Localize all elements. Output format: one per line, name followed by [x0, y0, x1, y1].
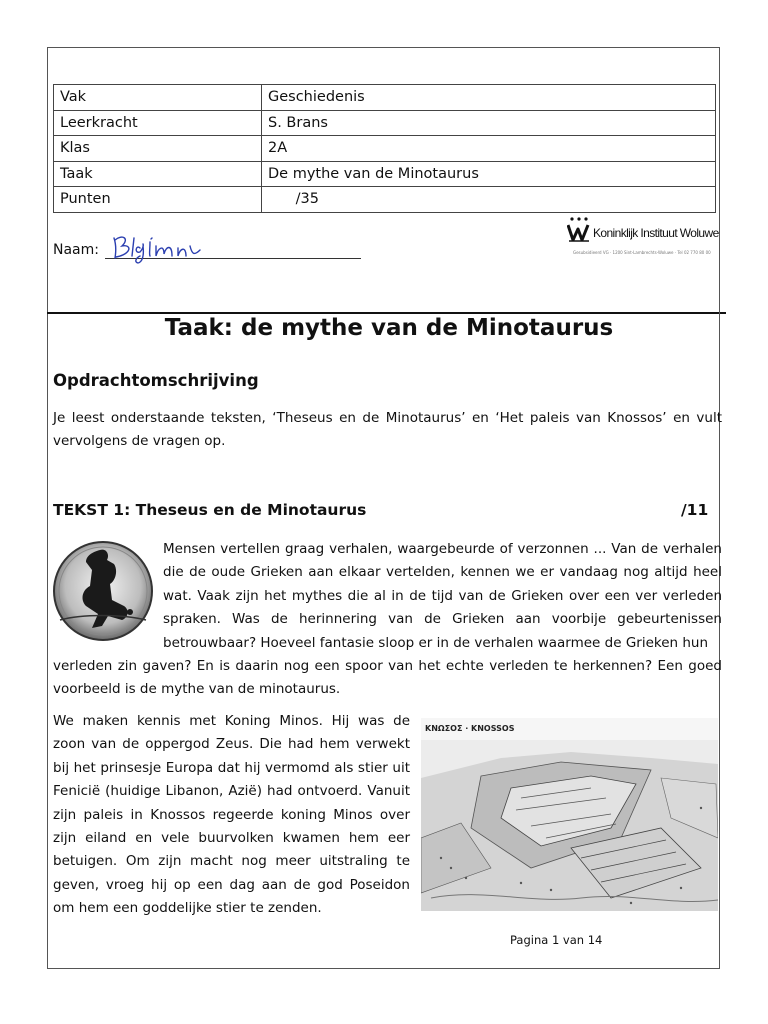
school-address: Gesubsidieerd VG · 1200 Sint-Lambrechts-Woluwe · Tel 02 770 80 00: [573, 250, 711, 255]
handwritten-signature: [110, 230, 205, 264]
row-label: Vak: [54, 85, 262, 111]
paragraph-2: We maken kennis met Koning Minos. Hij was de zoon van de oppergod Zeus. Die had hem verwekt bij het prinsesje Europa dat hij vermomd als stier uit Fenicië (huidige Libanon, Azië) had ontvoerd. Vanuit zijn paleis in Knossos regeerde koning Minos over zijn eiland en vele buurvolken kwamen hem eer betuigen. Om zijn macht nog meer uitstraling te geven, vroeg hij op een dag aan de god Poseidon om hem een goddelijke stier te zenden.: [53, 713, 410, 917]
paragraph-1b: verleden zin gaven? En is daarin nog een spoor van het echte verleden te herkennen? Een goed voorbeeld is de mythe van de minotaurus.: [53, 658, 722, 698]
paragraph-1a: Mensen vertellen graag verhalen, waargebeurde of verzonnen ... Van de verhalen die de oude Grieken aan elkaar vertelden, kennen we er vandaag nog altijd heel wat. Vaak zijn het mythes die al in de tijd van de Grieken over een ver verleden spraken. Was de herinnering van de Grieken aan voorbije gebeurtenissen betrouwbaar? Hoeveel fantasie sloop er in de verhalen waarmee de Grieken hun: [163, 541, 722, 651]
text1-heading: TEKST 1: Theseus en de Minotaurus: [53, 501, 367, 519]
row-label: Punten: [54, 187, 262, 213]
row-label: Klas: [54, 136, 262, 162]
school-name: Koninklijk Instituut Woluwe: [593, 226, 719, 240]
intro-text: Je leest onderstaande teksten, ‘Theseus en de Minotaurus’ en ‘Het paleis van Knossos’ en vult vervolgens de vragen op.: [53, 410, 722, 449]
w-logo-icon: [567, 216, 593, 244]
row-value: /35: [262, 187, 716, 213]
header-divider: [47, 312, 726, 314]
page-title: Taak: de mythe van de Minotaurus: [164, 315, 614, 341]
section-heading: Opdrachtomschrijving: [53, 371, 259, 390]
naam-label: Naam:: [53, 242, 99, 258]
text1-score: /11: [681, 501, 709, 519]
row-label: Leerkracht: [54, 110, 262, 136]
info-table: [53, 84, 716, 213]
page-number: Pagina 1 van 14: [510, 933, 603, 947]
table-row: [54, 161, 716, 187]
school-logo: [567, 216, 717, 260]
row-value: De mythe van de Minotaurus: [262, 161, 716, 187]
table-row: [54, 85, 716, 111]
table-row: [54, 136, 716, 162]
table-row: [54, 187, 716, 213]
row-value: Geschiedenis: [262, 85, 716, 111]
row-value: S. Brans: [262, 110, 716, 136]
knossos-palace-image: [421, 718, 718, 911]
greek-medallion-image: [52, 540, 154, 642]
row-value: 2A: [262, 136, 716, 162]
row-label: Taak: [54, 161, 262, 187]
table-row: [54, 110, 716, 136]
knossos-caption: ΚΝΩΣΟΣ · KNOSSOS: [425, 724, 515, 733]
